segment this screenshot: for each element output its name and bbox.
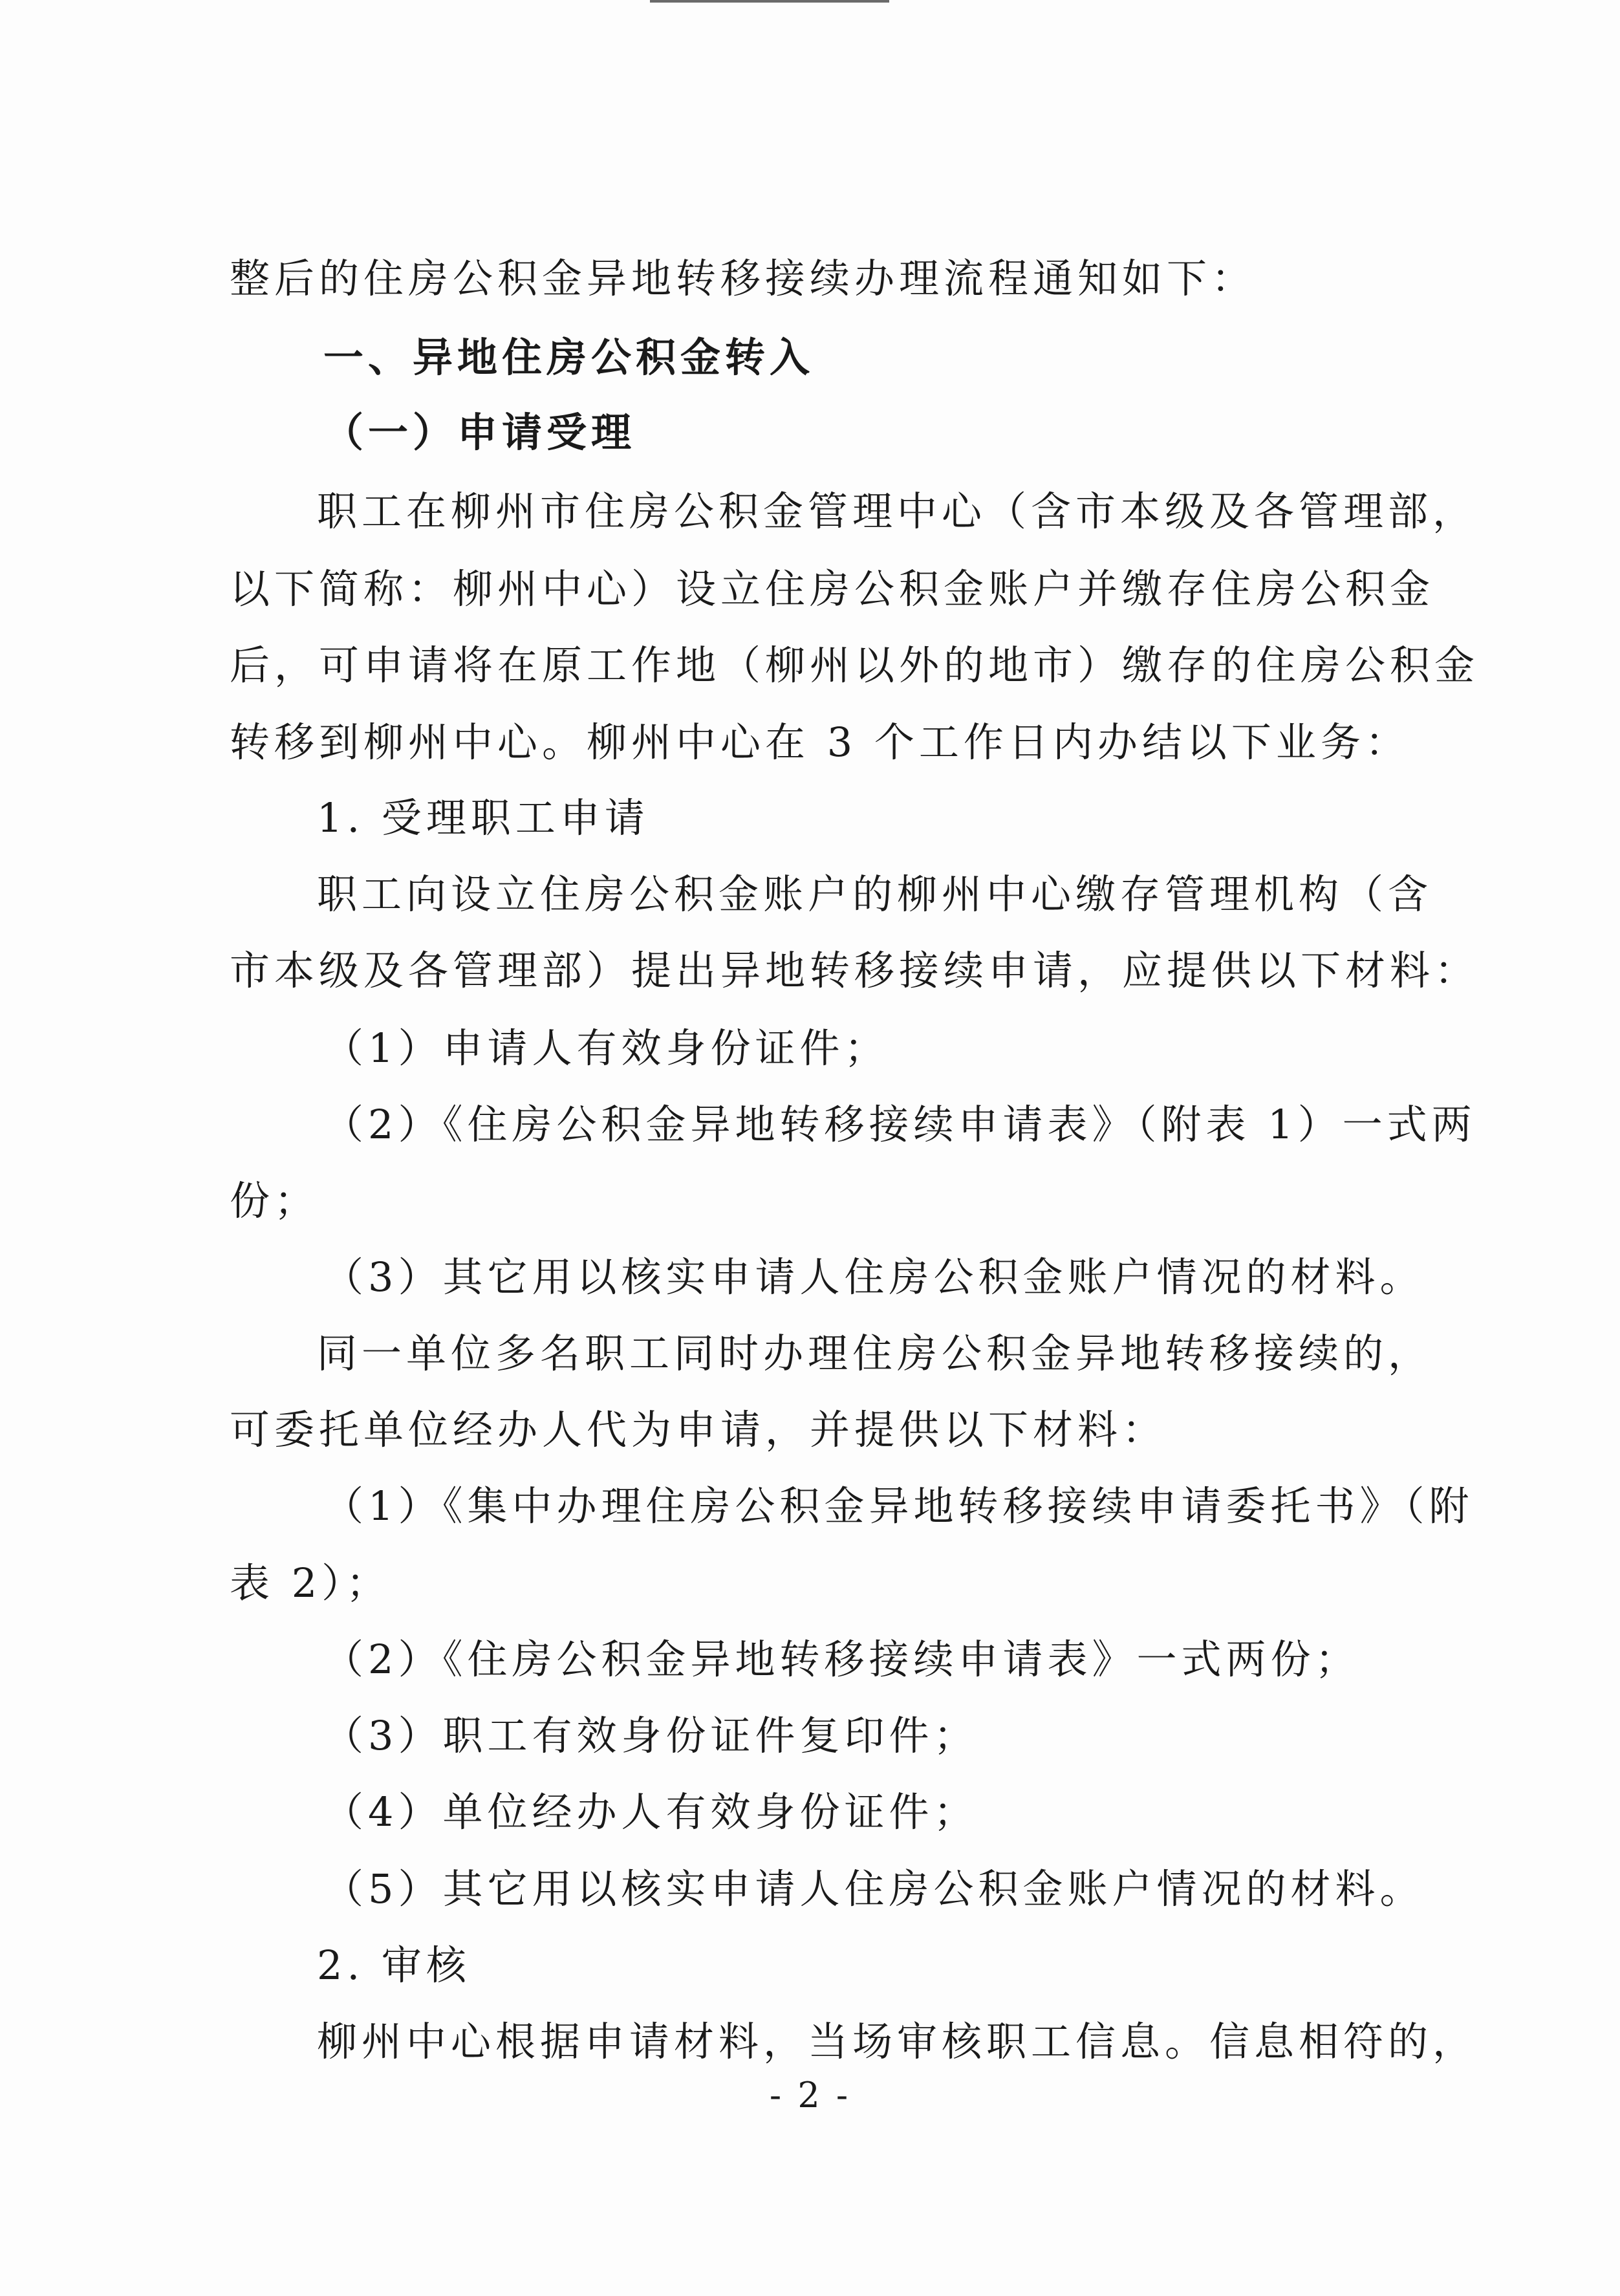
text-line: 转移到柳州中心。柳州中心在 3 个工作日内办结以下业务： [230, 719, 1410, 766]
scan-edge-mark [650, 0, 889, 3]
text-line: 表 2）； [230, 1559, 391, 1607]
text-line: 整后的住房公积金异地转移接续办理流程通知如下： [230, 255, 1257, 302]
list-item: （5）其它用以核实申请人住房公积金账户情况的材料。 [323, 1865, 1425, 1912]
list-heading: 2. 审核 [317, 1942, 471, 1989]
list-item: （3）其它用以核实申请人住房公积金账户情况的材料。 [323, 1253, 1425, 1301]
text-line: 可委托单位经办人代为申请，并提供以下材料： [230, 1406, 1167, 1453]
list-item: （3）职工有效身份证件复印件； [323, 1712, 978, 1759]
text-line: 柳州中心根据申请材料，当场审核职工信息。信息相符的， [317, 2018, 1478, 2065]
text-line: 后，可申请将在原工作地（柳州以外的地市）缴存的住房公积金 [230, 642, 1480, 689]
text-line: 市本级及各管理部）提出异地转移接续申请，应提供以下材料： [230, 947, 1480, 994]
list-item: （1）《集中办理住房公积金异地转移接续申请委托书》（附 [323, 1482, 1474, 1530]
text-line: 以下简称：柳州中心）设立住房公积金账户并缴存住房公积金 [230, 565, 1435, 612]
subsection-heading: （一）申请受理 [323, 409, 636, 456]
text-line: 份； [230, 1177, 319, 1224]
text-line: 职工在柳州市住房公积金管理中心（含市本级及各管理部， [317, 488, 1478, 535]
list-item: （2）《住房公积金异地转移接续申请表》一式两份； [323, 1636, 1360, 1683]
list-heading: 1. 受理职工申请 [317, 794, 649, 841]
list-item: （4）单位经办人有效身份证件； [323, 1788, 978, 1836]
list-item: （1）申请人有效身份证件； [323, 1024, 889, 1072]
text-line: 同一单位多名职工同时办理住房公积金异地转移接续的， [317, 1330, 1433, 1377]
section-heading: 一、异地住房公积金转入 [323, 334, 815, 381]
text-line: 职工向设立住房公积金账户的柳州中心缴存管理机构（含 [317, 871, 1433, 918]
page-number: - 2 - [769, 2075, 851, 2116]
list-item: （2）《住房公积金异地转移接续申请表》（附表 1）一式两 [323, 1101, 1476, 1148]
